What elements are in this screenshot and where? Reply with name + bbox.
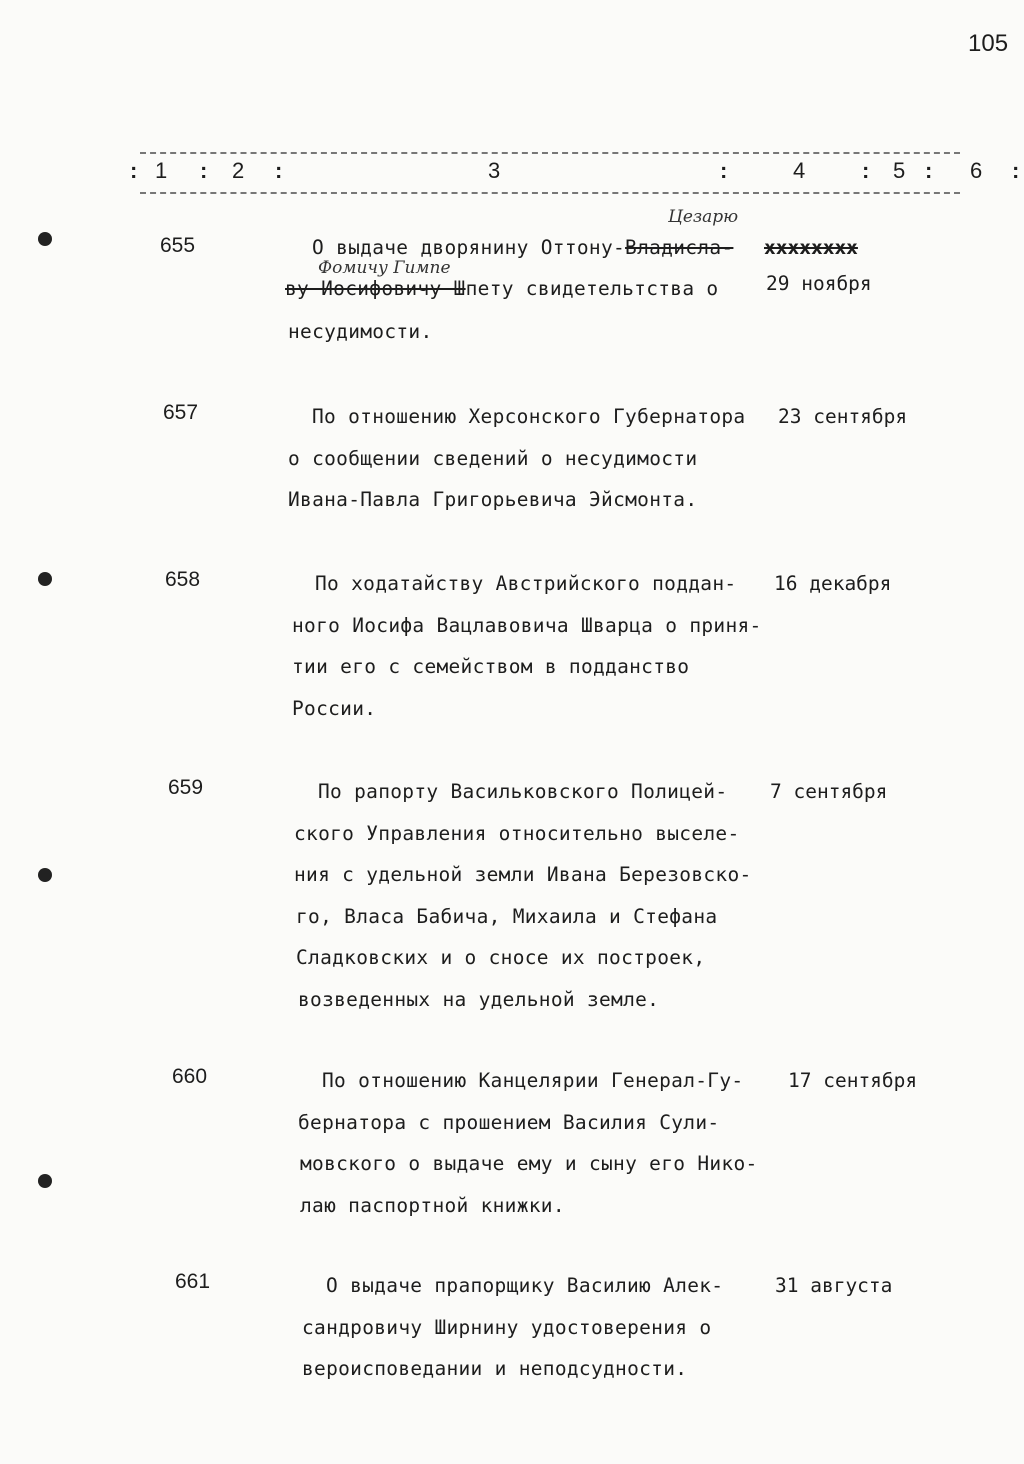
binder-hole [38,572,52,586]
entry-line: ву Иосифовичу Шпету свидетельтства о [285,277,719,300]
entry-number: 658 [165,568,201,591]
entry-number: 659 [168,776,204,799]
entry-date: 23 сентября [778,405,908,428]
entry-number: 657 [163,401,199,424]
column-header: 1 [155,158,168,183]
entry-date: 17 сентября [788,1069,918,1092]
entry-line: ного Иосифа Вацлавовича Шварца о приня- [292,613,762,637]
entry-line: несудимости. [288,320,433,343]
page-number: 105 [968,30,1009,57]
entry-line: России. [292,696,377,720]
struck-date: xxxxxxxx [764,236,858,259]
entry-line: Ивана-Павла Григорьевича Эйсмонта. [288,488,698,511]
entry-number: 660 [172,1065,208,1088]
binder-hole [38,868,52,882]
entry-line: О выдаче дворянину Оттону-Владисла- [312,236,734,259]
column-header: 5 [893,158,906,183]
entry-line: О выдаче прапорщику Василию Алек- [326,1274,724,1297]
entry-line: тии его с семейством в подданство [292,655,690,678]
entry-line: лаю паспортной книжки. [300,1193,565,1217]
entry-line: мовского о выдаче ему и сыну его Нико- [300,1152,758,1175]
entry-line: сандровичу Ширнину удостоверения о [302,1315,712,1339]
entry-date: 16 декабря [774,572,892,595]
entry-line: го, Власа Бабича, Михаила и Стефана [296,904,718,928]
entry-number: 661 [175,1270,211,1293]
entry-line: о сообщении сведений о несудимости [288,446,698,470]
entry-line: ния с удельной земли Ивана Березовско- [294,863,752,886]
entry-date: 29 ноября [766,272,872,295]
column-header: 4 [793,158,806,183]
entry-line: бернатора с прошением Василия Сули- [298,1110,720,1134]
entry-line: вероисповедании и неподсудности. [302,1357,688,1380]
entry-number: 655 [160,234,196,257]
entry-line: Сладковских и о сносе их построек, [296,946,706,969]
entry-line: По рапорту Васильковского Полицей- [318,780,728,803]
binder-hole [38,232,52,246]
struck-text: Владисла- [625,236,734,259]
entry-line: По ходатайству Австрийского поддан- [315,572,737,595]
column-header: 3 [488,158,501,183]
struck-text: ву Иосифовичу Ш [285,277,466,300]
entry-line: возведенных на удельной земле. [298,987,660,1011]
handwritten-insert: Фомичу Гимпе [318,258,451,278]
entry-date: 31 августа [775,1274,893,1297]
entry-line: По отношению Канцелярии Генерал-Гу- [322,1069,744,1092]
header-rule-bottom [140,192,960,194]
column-header: 6 [970,158,983,183]
entry-date: 7 сентября [770,780,888,803]
entry-line: ского Управления относительно выселе- [294,821,740,845]
column-header: 2 [232,158,245,183]
header-rule-top [140,152,960,154]
binder-hole [38,1174,52,1188]
handwritten-insert: Цезарю [668,207,739,227]
entry-line: По отношению Херсонского Губернатора [312,405,746,428]
